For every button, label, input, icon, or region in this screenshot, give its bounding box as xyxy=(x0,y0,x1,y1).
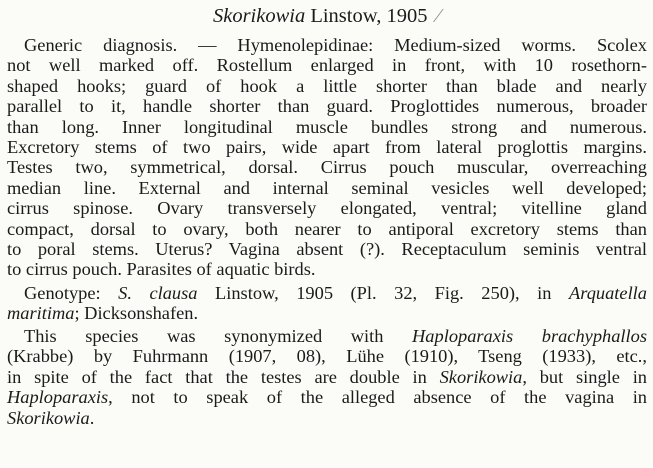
genotype-line-1 xyxy=(7,283,647,303)
synonymy-text-5b: . xyxy=(89,407,95,428)
genotype-paragraph xyxy=(7,283,647,324)
genotype-line-2 xyxy=(7,303,647,323)
synonymy-text-3c: , but single in xyxy=(522,366,648,387)
synonymy-line-5 xyxy=(7,408,647,428)
genotype-locality: ; Dicksonshafen. xyxy=(74,303,199,324)
genotype-species: S. clausa xyxy=(118,283,198,303)
host-name-part2: maritima xyxy=(7,303,75,324)
pencil-check-mark: ⁄ xyxy=(436,5,441,27)
genus-ref-3: Skorikowia xyxy=(7,407,90,428)
genotype-citation: Linstow, 1905 (Pl. 32, Fig. 250), in xyxy=(215,283,552,303)
diagnosis-line-10: compact, dorsal to ovary, both nearer to antiporal excretory stems than xyxy=(7,218,647,239)
genus-ref-1: Skorikowia xyxy=(439,366,523,387)
genus-name: Skorikowia xyxy=(212,5,306,27)
genus-ref-2: Haploparaxis xyxy=(7,387,109,408)
diagnosis-line-3: shaped hooks; guard of hook a little shorter than blade and nearly xyxy=(7,75,647,96)
diagnosis-line-6: Excretory stems of two pairs, wide apart from lateral proglottis margins. xyxy=(7,137,647,158)
synonym-species: Haploparaxis brachyphallos xyxy=(412,326,647,346)
synonymy-line-2: (Krabbe) by Fuhrmann (1907, 08), Lühe (1910), Tseng (1933), etc., xyxy=(7,346,647,367)
synonymy-line-1 xyxy=(7,326,647,346)
diagnosis-line-8: median line. External and internal seminal vesicles well developed; xyxy=(7,177,647,198)
diagnosis-line-7: Testes two, symmetrical, dorsal. Cirrus pouch muscular, overreaching xyxy=(7,157,647,178)
diagnosis-line-9: cirrus spinose. Ovary transversely elongated, ventral; vitelline gland xyxy=(7,198,647,219)
generic-diagnosis-paragraph xyxy=(7,35,647,280)
host-name-part1: Arquatella xyxy=(569,283,647,303)
diagnosis-line-4: parallel to it, handle shorter than guard. Proglottides numerous, broader xyxy=(7,96,647,117)
synonymy-line-4 xyxy=(7,387,647,407)
diagnosis-line-11: to poral stems. Uterus? Vagina absent (?). Receptaculum seminis ventral xyxy=(7,239,647,260)
section-title xyxy=(0,3,653,29)
diagnosis-line-12: to cirrus pouch. Parasites of aquatic birds. xyxy=(7,259,316,280)
diagnosis-line-1: Generic diagnosis. — Hymenolepidinae: Medium-sized worms. Scolex xyxy=(24,35,647,55)
synonymy-text-4b: , not to speak of the alleged absence of the vagina in xyxy=(108,387,647,408)
genotype-label: Genotype: xyxy=(24,283,101,303)
diagnosis-line-2: not well marked off. Rostellum enlarged in front, with 10 rosethorn- xyxy=(7,55,647,76)
synonymy-text-3a: in spite of the fact that the testes are double in xyxy=(7,366,427,387)
synonymy-paragraph xyxy=(7,326,647,428)
genus-author-year: Linstow, 1905 xyxy=(310,5,428,27)
synonymy-line-3 xyxy=(7,367,647,387)
diagnosis-line-5: than long. Inner longitudinal muscle bundles strong and numerous. xyxy=(7,116,647,137)
synonymy-text-1a: This species was synonymized with xyxy=(24,326,384,346)
